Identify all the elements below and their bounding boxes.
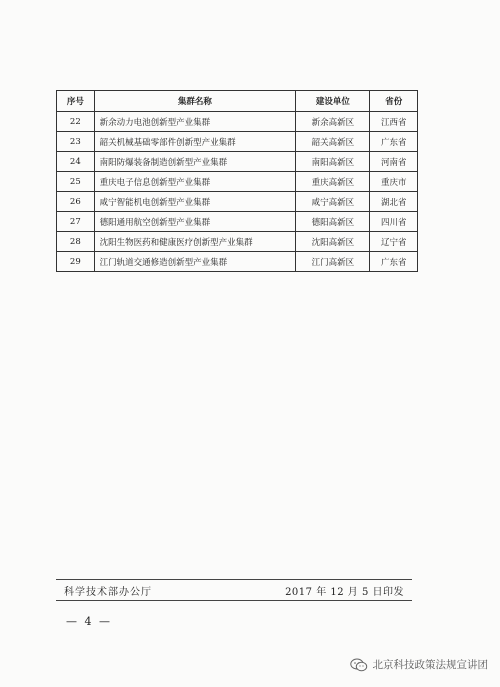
wechat-icon	[350, 658, 368, 672]
cluster-table	[56, 90, 418, 272]
issuer-name: 科学技术部办公厅	[64, 587, 152, 598]
cell-unit: 江门高新区	[296, 252, 370, 272]
watermark-text: 北京科技政策法规宣讲团	[372, 659, 488, 671]
cell-unit: 韶关高新区	[296, 132, 370, 152]
cell-unit: 沈阳高新区	[296, 232, 370, 252]
cell-unit: 重庆高新区	[296, 172, 370, 192]
cell-unit: 咸宁高新区	[296, 192, 370, 212]
cell-province: 湖北省	[370, 192, 418, 212]
cell-name: 韶关机械基础零部件创新型产业集群	[94, 132, 296, 152]
header-name: 集群名称	[94, 91, 296, 112]
cell-province: 辽宁省	[370, 232, 418, 252]
table-row	[57, 152, 418, 172]
cell-province: 广东省	[370, 252, 418, 272]
cell-name: 江门轨道交通修造创新型产业集群	[94, 252, 296, 272]
print-date: 2017 年 12 月 5 日印发	[285, 587, 404, 598]
table-row	[57, 132, 418, 152]
table-row	[57, 232, 418, 252]
cell-name: 咸宁智能机电创新型产业集群	[94, 192, 296, 212]
table-row	[57, 212, 418, 232]
cell-province: 河南省	[370, 152, 418, 172]
footer-divider-bottom	[56, 600, 412, 601]
cell-name: 德阳通用航空创新型产业集群	[94, 212, 296, 232]
cell-no: 23	[57, 132, 95, 152]
cell-no: 29	[57, 252, 95, 272]
cell-province: 四川省	[370, 212, 418, 232]
cell-no: 28	[57, 232, 95, 252]
cell-no: 27	[57, 212, 95, 232]
watermark	[350, 657, 489, 672]
cell-province: 重庆市	[370, 172, 418, 192]
cell-name: 重庆电子信息创新型产业集群	[94, 172, 296, 192]
table-row	[57, 112, 418, 132]
cell-unit: 德阳高新区	[296, 212, 370, 232]
cell-no: 26	[57, 192, 95, 212]
cell-no: 24	[57, 152, 95, 172]
table-row	[57, 172, 418, 192]
header-province: 省份	[370, 91, 418, 112]
cell-name: 南阳防爆装备制造创新型产业集群	[94, 152, 296, 172]
table-row	[57, 192, 418, 212]
page-number: — 4 —	[66, 615, 112, 628]
cell-no: 25	[57, 172, 95, 192]
cell-province: 江西省	[370, 112, 418, 132]
footer-divider-top	[56, 579, 412, 580]
cell-name: 新余动力电池创新型产业集群	[94, 112, 296, 132]
table-row	[57, 252, 418, 272]
header-no: 序号	[57, 91, 95, 112]
cell-unit: 南阳高新区	[296, 152, 370, 172]
cell-unit: 新余高新区	[296, 112, 370, 132]
cell-no: 22	[57, 112, 95, 132]
cell-name: 沈阳生物医药和健康医疗创新型产业集群	[94, 232, 296, 252]
header-unit: 建设单位	[296, 91, 370, 112]
table-header-row	[57, 91, 418, 112]
cell-province: 广东省	[370, 132, 418, 152]
